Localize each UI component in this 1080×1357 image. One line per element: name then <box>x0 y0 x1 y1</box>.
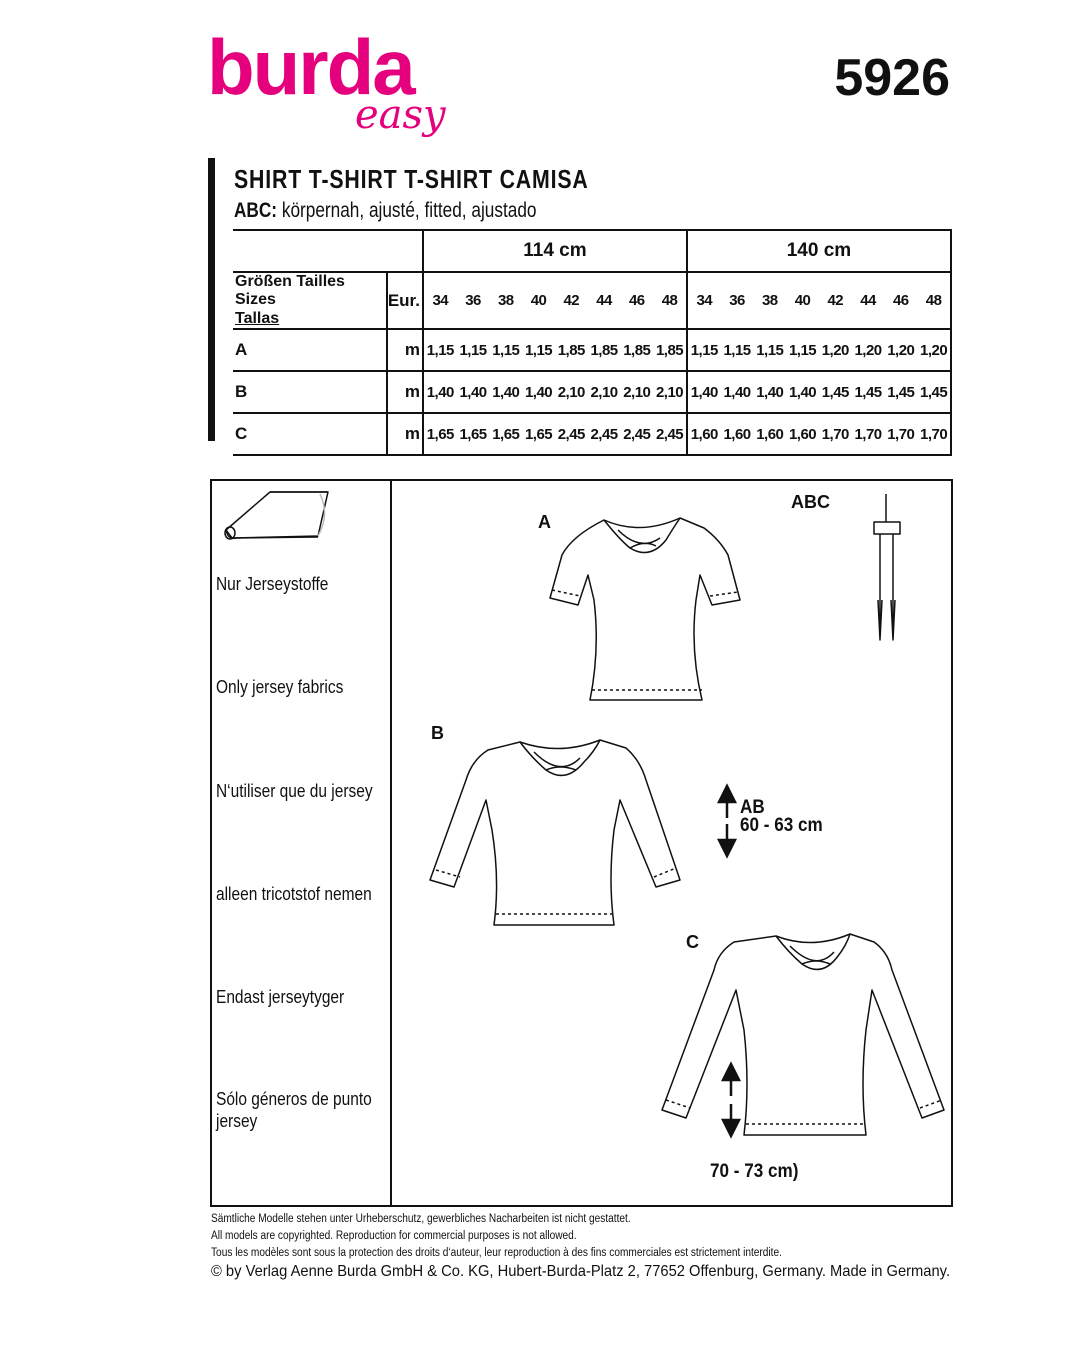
needle-label: ABC <box>791 492 830 512</box>
yardage-cell: 2,10 <box>555 371 588 413</box>
size-cell: 40 <box>522 272 555 329</box>
fit-views: ABC: <box>234 199 278 222</box>
yardage-cell: 1,15 <box>721 329 754 371</box>
twin-needle-icon <box>874 494 900 640</box>
width-114-header: 114 cm <box>423 230 687 272</box>
yardage-cell: 1,85 <box>588 329 621 371</box>
unit-cell: m <box>387 329 423 371</box>
legal-notice-fr: Tous les modèles sont sous la protection des droits d‘auteur, leur reproduction à des fins commerciales est strictement interdite. <box>211 1247 782 1259</box>
fabric-note: N‘utiliser que du jersey <box>216 781 373 801</box>
yardage-cell: 1,45 <box>852 371 885 413</box>
size-cell: 38 <box>753 272 786 329</box>
fabric-note: Endast jerseytyger <box>216 987 345 1007</box>
view-a-drawing <box>550 518 740 700</box>
size-cell: 44 <box>852 272 885 329</box>
yardage-cell: 1,40 <box>423 371 457 413</box>
yardage-cell: 1,65 <box>457 413 490 455</box>
size-cell: 48 <box>653 272 687 329</box>
length-arrow-c <box>723 1064 739 1136</box>
yardage-cell: 2,45 <box>588 413 621 455</box>
length-value-ab: 60 - 63 cm <box>740 815 823 836</box>
length-value-c: 70 - 73 cm) <box>710 1161 799 1182</box>
yardage-cell: 1,85 <box>653 329 687 371</box>
sizes-label: Größen Tailles Sizes Tallas <box>233 272 387 329</box>
yardage-cell: 1,45 <box>917 371 951 413</box>
length-arrow-ab <box>719 786 735 856</box>
size-cell: 38 <box>489 272 522 329</box>
width-140-header: 140 cm <box>687 230 951 272</box>
yardage-cell: 1,15 <box>786 329 819 371</box>
view-label-a: A <box>538 512 551 532</box>
yardage-cell: 1,40 <box>753 371 786 413</box>
yardage-cell: 1,70 <box>917 413 951 455</box>
size-cell: 44 <box>588 272 621 329</box>
fabric-note: Only jersey fabrics <box>216 677 344 697</box>
yardage-cell: 2,45 <box>555 413 588 455</box>
yardage-cell: 1,85 <box>555 329 588 371</box>
yardage-cell: 2,45 <box>620 413 653 455</box>
size-cell: 34 <box>423 272 457 329</box>
view-row-label: A <box>233 329 387 371</box>
yardage-cell: 1,65 <box>522 413 555 455</box>
fabric-note: alleen tricotstof nemen <box>216 884 372 904</box>
fit-text: körpernah, ajusté, fitted, ajustado <box>277 199 537 222</box>
view-row-label: B <box>233 371 387 413</box>
yardage-cell: 1,40 <box>457 371 490 413</box>
legal-notice-de: Sämtliche Modelle stehen unter Urheberschutz, gewerbliches Nacharbeiten ist nicht gestattet. <box>211 1213 631 1225</box>
yardage-cell: 1,40 <box>522 371 555 413</box>
unit-cell: m <box>387 413 423 455</box>
yardage-cell: 1,45 <box>819 371 852 413</box>
yardage-cell: 1,40 <box>786 371 819 413</box>
view-row-label: C <box>233 413 387 455</box>
yardage-cell: 1,60 <box>721 413 754 455</box>
yardage-cell: 1,15 <box>522 329 555 371</box>
yardage-cell: 1,40 <box>687 371 721 413</box>
yardage-cell: 2,10 <box>620 371 653 413</box>
yardage-cell: 1,60 <box>753 413 786 455</box>
yardage-cell: 1,20 <box>917 329 951 371</box>
yardage-cell: 1,15 <box>489 329 522 371</box>
size-cell: 42 <box>555 272 588 329</box>
view-c-drawing <box>662 934 944 1135</box>
yardage-cell: 1,70 <box>819 413 852 455</box>
fabric-note: Nur Jerseystoffe <box>216 574 329 594</box>
size-cell: 46 <box>884 272 917 329</box>
unit-cell: m <box>387 371 423 413</box>
yardage-cell: 1,60 <box>786 413 819 455</box>
logo-burda: burda <box>207 23 414 111</box>
size-cell: 42 <box>819 272 852 329</box>
yardage-cell: 1,15 <box>457 329 490 371</box>
yardage-cell: 1,70 <box>852 413 885 455</box>
size-cell: 46 <box>620 272 653 329</box>
length-label-ab: AB <box>740 797 765 818</box>
yardage-cell: 1,20 <box>819 329 852 371</box>
yardage-cell: 1,65 <box>423 413 457 455</box>
fabric-note: jersey <box>216 1111 258 1131</box>
yardage-cell: 1,20 <box>852 329 885 371</box>
yardage-cell: 1,20 <box>884 329 917 371</box>
size-cell: 40 <box>786 272 819 329</box>
yardage-cell: 1,40 <box>489 371 522 413</box>
copyright-line: © by Verlag Aenne Burda GmbH & Co. KG, Hubert-Burda-Platz 2, 77652 Offenburg, Germany. Made in Germany. <box>211 1263 951 1280</box>
size-cell: 36 <box>721 272 754 329</box>
fabric-note: Sólo géneros de punto <box>216 1089 372 1109</box>
size-cell: 36 <box>457 272 490 329</box>
logo-easy: easy <box>355 92 446 138</box>
yardage-cell: 1,15 <box>423 329 457 371</box>
yardage-cell: 1,60 <box>687 413 721 455</box>
yardage-cell: 1,40 <box>721 371 754 413</box>
size-cell: 34 <box>687 272 721 329</box>
yardage-cell: 1,15 <box>753 329 786 371</box>
size-cell: 48 <box>917 272 951 329</box>
view-b-drawing <box>430 740 680 925</box>
yardage-cell: 1,45 <box>884 371 917 413</box>
yardage-cell: 1,70 <box>884 413 917 455</box>
fabric-roll-icon <box>225 492 328 539</box>
view-label-c: C <box>686 932 699 952</box>
legal-notice-en: All models are copyrighted. Reproduction for commercial purposes is not allowed. <box>211 1230 577 1242</box>
yardage-cell: 2,10 <box>653 371 687 413</box>
pattern-number: 5926 <box>834 49 950 107</box>
yardage-cell: 2,45 <box>653 413 687 455</box>
garment-title: SHIRT T-SHIRT T-SHIRT CAMISA <box>234 164 589 194</box>
yardage-cell: 1,65 <box>489 413 522 455</box>
yardage-cell: 1,15 <box>687 329 721 371</box>
yardage-cell: 1,85 <box>620 329 653 371</box>
yardage-cell: 2,10 <box>588 371 621 413</box>
view-label-b: B <box>431 723 444 743</box>
eur-label: Eur. <box>387 272 423 329</box>
